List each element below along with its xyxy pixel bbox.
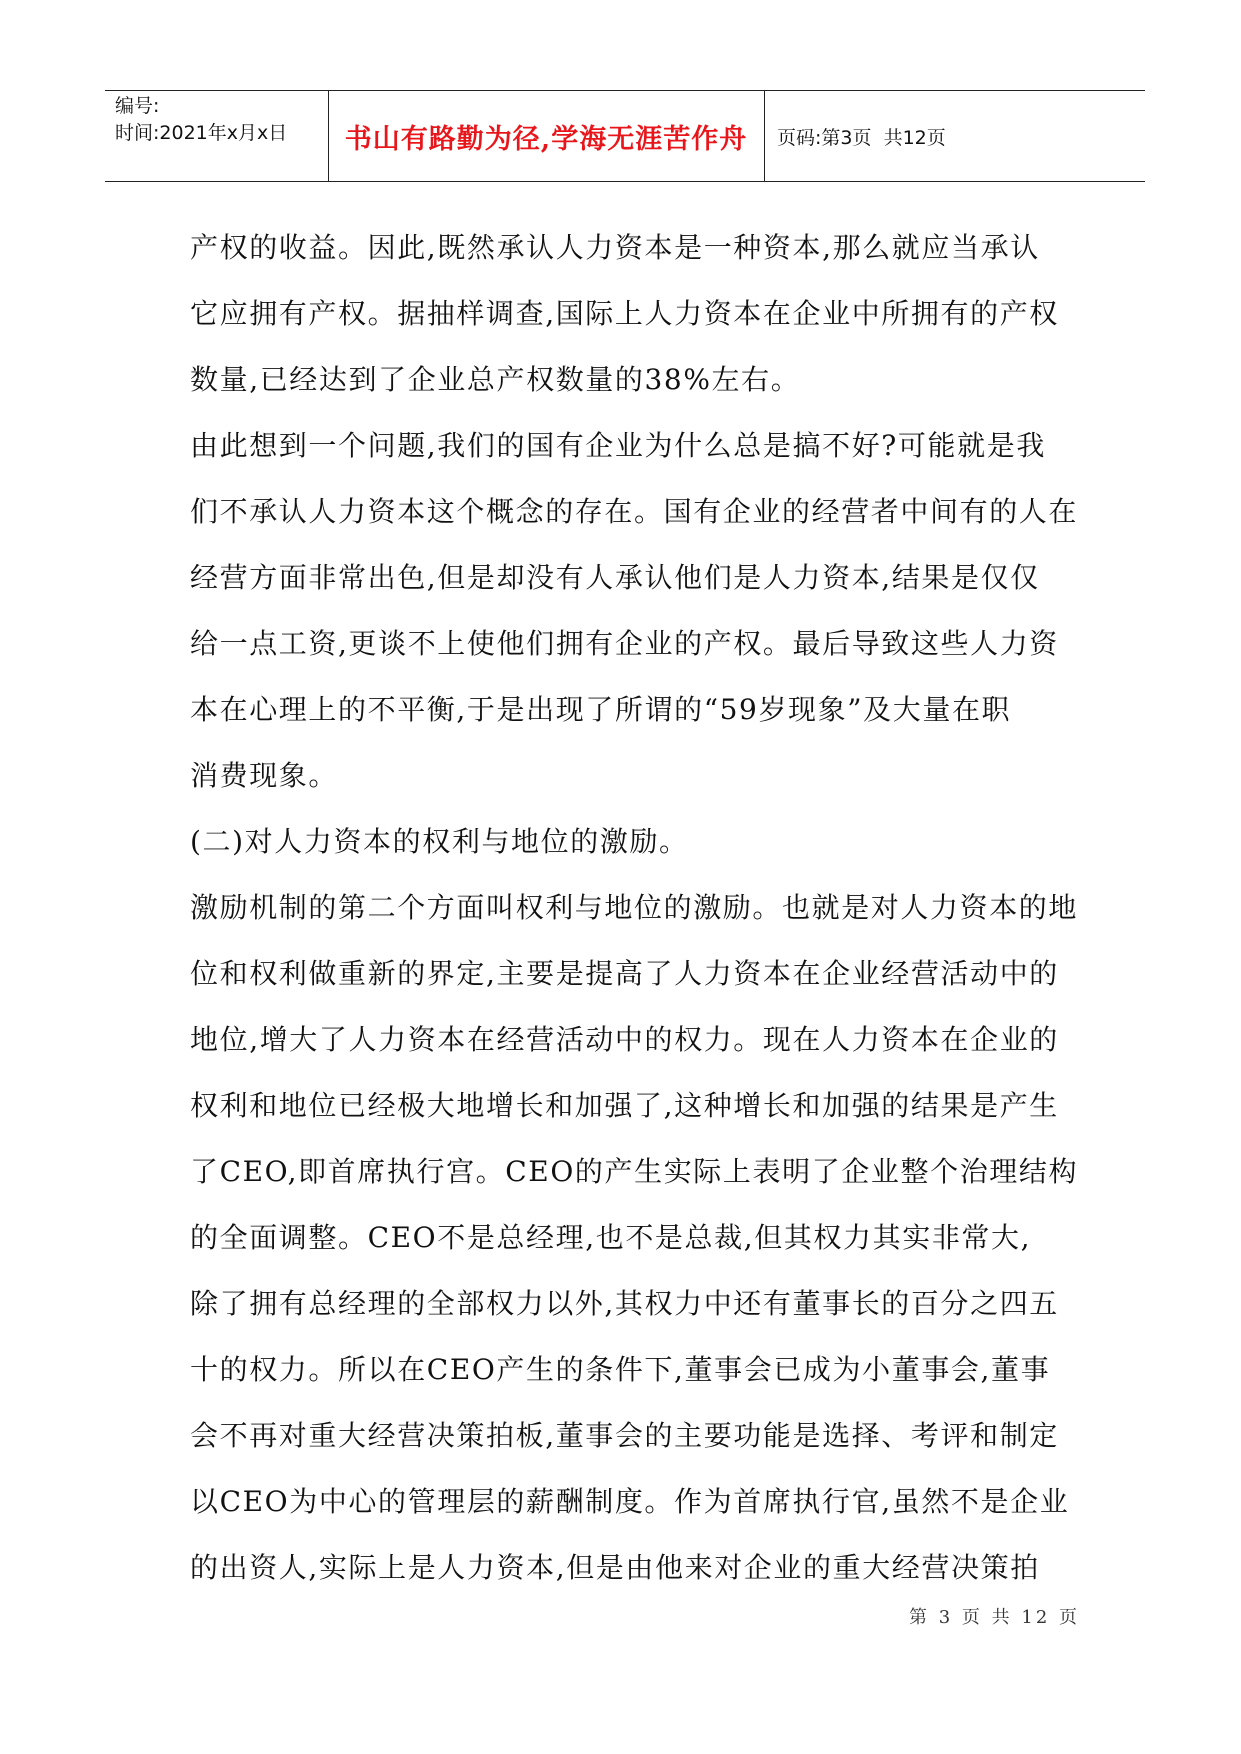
- text-line: 给一点工资,更谈不上使他们拥有企业的产权。最后导致这些人力资: [190, 627, 1059, 660]
- text-line: 它应拥有产权。据抽样调查,国际上人力资本在企业中所拥有的产权: [190, 297, 1059, 330]
- text-line: 会不再对重大经营决策拍板,董事会的主要功能是选择、考评和制定: [190, 1419, 1059, 1452]
- text-line: 激励机制的第二个方面叫权利与地位的激励。也就是对人力资本的地: [190, 891, 1079, 924]
- header-motto: 书山有路勤为径,学海无涯苦作舟: [344, 123, 748, 155]
- document-time-label: 时间:2021年x月x日: [115, 122, 288, 144]
- text-line: 产权的收益。因此,既然承认人力资本是一种资本,那么就应当承认: [190, 231, 1040, 264]
- text-line: 地位,增大了人力资本在经营活动中的权力。现在人力资本在企业的: [190, 1023, 1059, 1056]
- section-heading: (二)对人力资本的权利与地位的激励。: [190, 825, 689, 858]
- text-line: 由此想到一个问题,我们的国有企业为什么总是搞不好?可能就是我: [190, 429, 1046, 462]
- document-body: [190, 215, 1079, 1601]
- text-line: 十的权力。所以在CEO产生的条件下,董事会已成为小董事会,董事: [190, 1353, 1051, 1386]
- text-line: 了CEO,即首席执行宫。CEO的产生实际上表明了企业整个治理结构: [190, 1155, 1079, 1188]
- text-line: 位和权利做重新的界定,主要是提高了人力资本在企业经营活动中的: [190, 957, 1059, 990]
- text-line: 经营方面非常出色,但是却没有人承认他们是人力资本,结果是仅仅: [190, 561, 1040, 594]
- text-line: 的全面调整。CEO不是总经理,也不是总裁,但其权力其实非常大,: [190, 1221, 1032, 1254]
- text-line: 消费现象。: [190, 759, 339, 792]
- text-line: 权利和地位已经极大地增长和加强了,这种增长和加强的结果是产生: [190, 1089, 1059, 1122]
- header-page-info: 页码:第3页 共12页: [777, 126, 946, 149]
- text-line: 本在心理上的不平衡,于是出现了所谓的“59岁现象”及大量在职: [190, 693, 1012, 726]
- text-line: 以CEO为中心的管理层的薪酬制度。作为首席执行官,虽然不是企业: [190, 1485, 1070, 1518]
- text-line: 的出资人,实际上是人力资本,但是由他来对企业的重大经营决策拍: [190, 1551, 1040, 1584]
- text-line: 数量,已经达到了企业总产权数量的38%左右。: [190, 363, 801, 396]
- text-line: 们不承认人力资本这个概念的存在。国有企业的经营者中间有的人在: [190, 495, 1079, 528]
- page-header: [105, 90, 1145, 182]
- page-footer: 第 3 页 共 12 页: [909, 1607, 1080, 1628]
- document-number-label: 编号:: [115, 95, 160, 117]
- text-line: 除了拥有总经理的全部权力以外,其权力中还有董事长的百分之四五: [190, 1287, 1059, 1320]
- header-divider-right: [764, 91, 765, 181]
